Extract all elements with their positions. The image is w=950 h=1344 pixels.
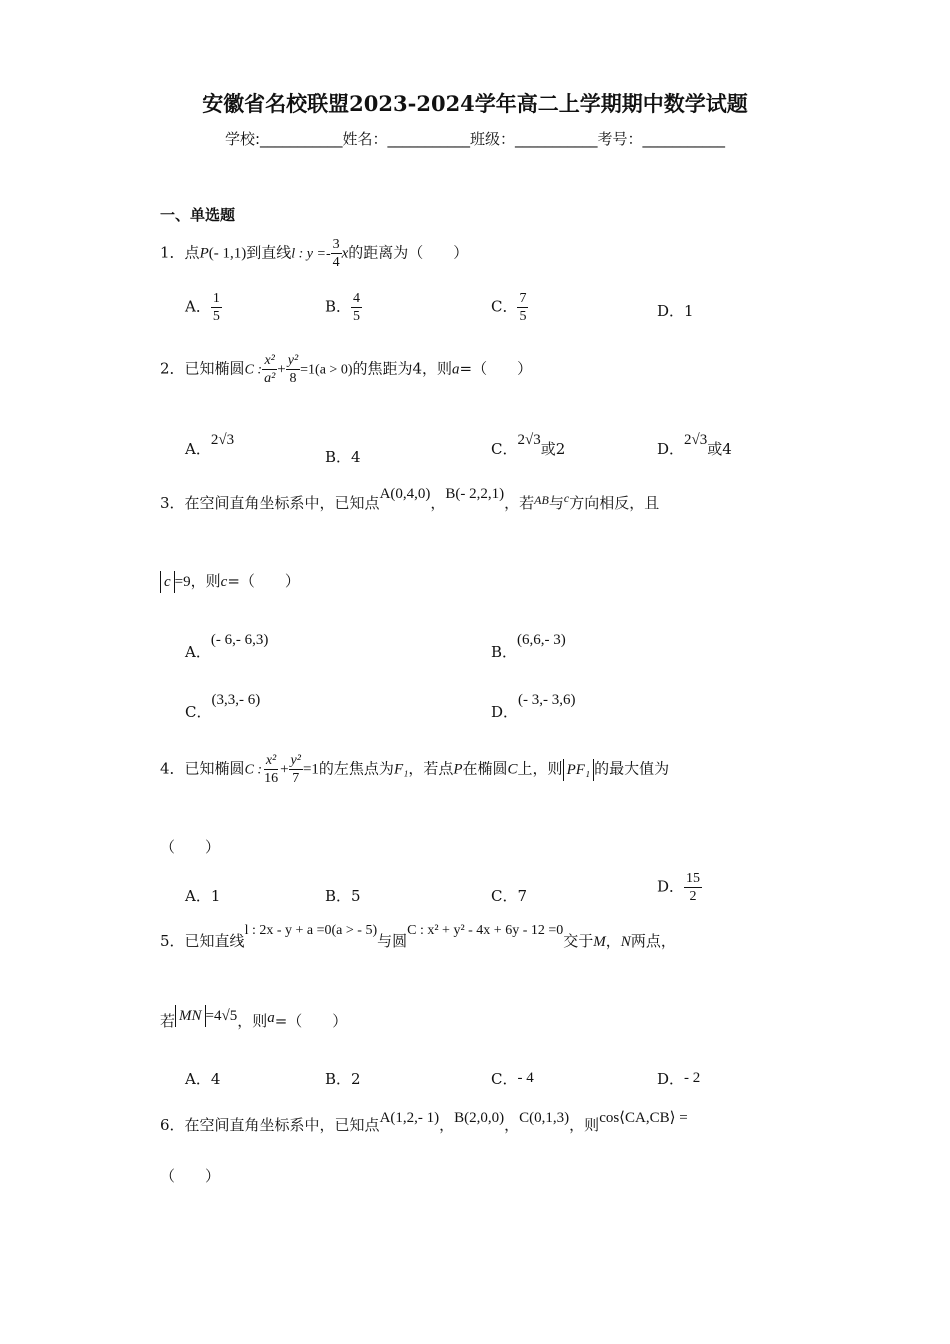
q1-option-c: C． $\frac{7}{5}$ <box>491 291 527 324</box>
fraction: $\frac{3}{4}$ <box>332 237 340 270</box>
question-number: 1． <box>160 243 185 262</box>
q5-option-a: A．4 <box>185 1070 221 1088</box>
question-5-line-2: 若 MN =4√5，则a=（ ） <box>160 1010 347 1033</box>
q3-option-d: D．(- 3,- 3,6) <box>491 692 576 721</box>
question-3: 3．在空间直角坐标系中，已知点A(0,4,0)，B(- 2,2,1)，若$^{AB}$与$^c$方向相反，且 <box>160 486 660 512</box>
q5-option-d: D．- 2 <box>657 1070 701 1088</box>
q3-option-a: A．(- 6,- 6,3) <box>185 632 269 661</box>
q2-option-d: D．2√3或4 <box>657 432 732 458</box>
q4-option-b: B．5 <box>325 887 361 905</box>
question-2: 2．已知椭圆C : $\frac{\text{x²}}{\text{a²}}$ + $\frac{\text{y²}}{8}$ =1(a > 0)的焦距为4，则a=（ ） <box>160 353 533 386</box>
question-3-line-2: c =9，则c=（ ） <box>160 570 300 593</box>
student-info-line: 学校:___________姓名：___________班级：___________考号：___________ <box>224 130 726 148</box>
q4-option-c: C．7 <box>491 887 528 905</box>
question-4: 4．已知椭圆C : $\frac{\text{x²}}{16}$ + $\frac{\text{y²}}{7}$ =1的左焦点为F₁，若点P在椭圆C上，则 PF₁ 的最大值为 <box>160 753 670 786</box>
q5-option-c: C．- 4 <box>491 1070 534 1088</box>
q5-option-b: B．2 <box>325 1070 361 1088</box>
page-title: 安徽省名校联盟2023-2024学年高二上学期期中数学试题 <box>202 91 748 116</box>
question-1: 1．点P(- 1,1)到直线l : y =- $\frac{3}{4}$ x的距离为（ ） <box>160 237 469 270</box>
q1-option-d: D．1 <box>657 302 694 320</box>
q3-option-c: C．(3,3,- 6) <box>185 692 261 721</box>
question-4-line-2: （ ） <box>160 838 221 856</box>
q2-option-b: B．4 <box>325 448 361 466</box>
question-5: 5．已知直线l : 2x - y + a =0(a > - 5)与圆C : x² + y² - 4x + 6y - 12 =0交于M，N两点， <box>160 923 676 950</box>
q2-option-a: A．2√3 <box>185 432 235 458</box>
question-6: 6．在空间直角坐标系中，已知点A(1,2,- 1)，B(2,0,0)，C(0,1,3)，则cos⟨CA,CB⟩ = <box>160 1110 688 1134</box>
q4-option-d: D． $\frac{15}{2}$ <box>657 871 701 904</box>
q4-option-a: A．1 <box>185 887 221 905</box>
q1-option-b: B． $\frac{4}{5}$ <box>325 291 361 324</box>
section-heading: 一、单选题 <box>160 206 236 224</box>
q1-option-a: A． $\frac{1}{5}$ <box>185 291 220 324</box>
q3-option-b: B．(6,6,- 3) <box>491 632 566 661</box>
q2-option-c: C．2√3或2 <box>491 432 566 458</box>
question-6-line-2: （ ） <box>160 1167 221 1185</box>
